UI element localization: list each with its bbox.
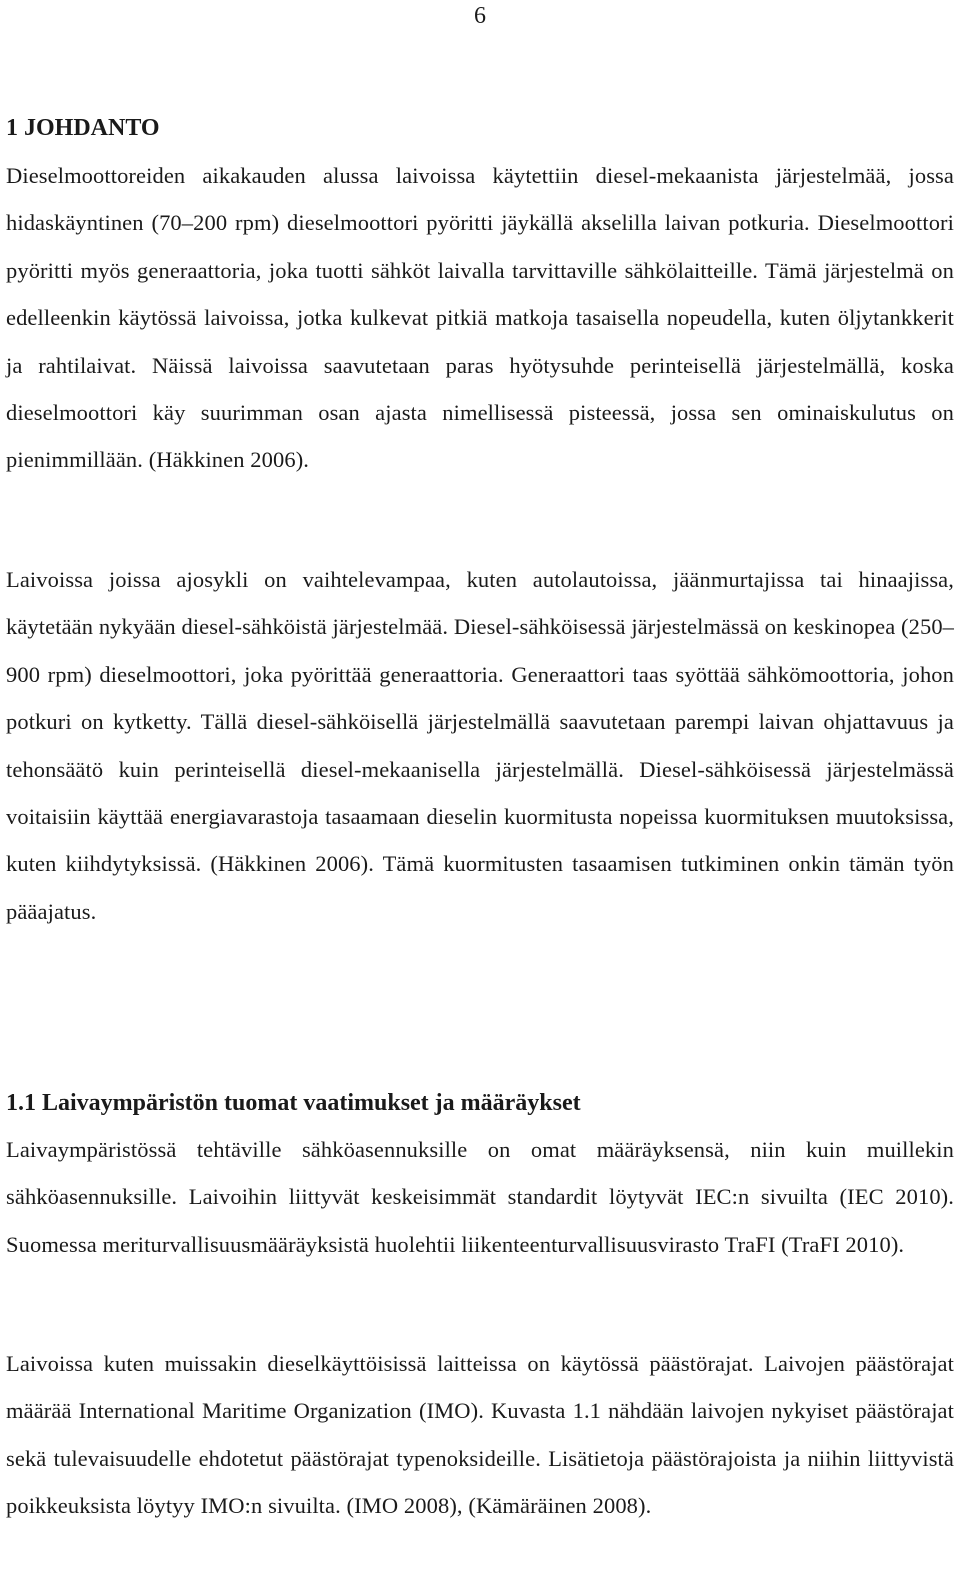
paragraph-intro-diesel-mechanical: Dieselmoottoreiden aikakauden alussa laivoissa käytettiin diesel-mekaanista järjestelmää, jossa hidaskäyntinen (70–200 rpm) dieselmoottori pyöritti jäykällä akselilla laivan potkuria. Dieselmoottori pyöritti myös generaattoria, joka tuotti sähköt laivalla tarvittaville sähkölaitteille. Tämä järjestelmä on edelleenkin käytössä laivoissa, jotka kulkevat pitkiä matkoja tasaisella nopeudella, kuten öljytankkerit ja rahtilaivat. Näissä laivoissa saavutetaan paras hyötysuhde perinteisellä järjestelmällä, koska dieselmoottori käy suurimman osan ajasta nimellisessä pisteessä, jossa sen ominaiskulutus on pienimmillään. (Häkkinen 2006). [6, 163, 954, 473]
paragraph-emission-limits: Laivoissa kuten muissakin dieselkäyttöisissä laitteissa on käytössä päästörajat. Laivojen päästörajat määrää International Maritime Organization (IMO). Kuvasta 1.1 nähdään laivojen nykyiset päästörajat sekä tulevaisuudelle ehdotetut päästörajat typenoksideille. Lisätietoja päästörajoista ja niihin liittyvistä poikkeuksista löytyy IMO:n sivuilta. (IMO 2008), (Kämäräinen 2008). [6, 1351, 954, 1519]
section-heading-requirements: 1.1 Laivaympäristön tuomat vaatimukset ja määräykset [6, 1090, 581, 1116]
paragraph-regulations: Laivaympäristössä tehtäville sähköasennuksille on omat määräyksensä, niin kuin muillekin sähköasennuksille. Laivoihin liittyvät keskeisimmät standardit löytyvät IEC:n sivuilta (IEC 2010). Suomessa meriturvallisuusmääräyksistä huolehtii liikenteenturvallisuusvirasto TraFI (TraFI 2010). [6, 1137, 954, 1257]
page-number: 6 [474, 3, 486, 29]
section-heading-johdanto: 1 JOHDANTO [6, 115, 160, 141]
paragraph-intro-diesel-electric: Laivoissa joissa ajosykli on vaihtelevampaa, kuten autolautoissa, jäänmurtajissa tai hinaajissa, käytetään nykyään diesel-sähköistä järjestelmää. Diesel-sähköisessä järjestelmässä on keskinopea (250–900 rpm) dieselmoottori, joka pyörittää generaattoria. Generaattori taas syöttää sähkömoottoria, johon potkuri on kytketty. Tällä diesel-sähköisellä järjestelmällä saavutetaan parempi laivan ohjattavuus ja tehonsäätö kuin perinteisellä diesel-mekaanisella järjestelmällä. Diesel-sähköisessä järjestelmässä voitaisiin käyttää energiavarastoja tasaamaan dieselin kuormitusta nopeissa kuormituksen muutoksissa, kuten kiihdytyksissä. (Häkkinen 2006). Tämä kuormitusten tasaamisen tutkiminen onkin tämän työn pääajatus. [6, 567, 955, 924]
